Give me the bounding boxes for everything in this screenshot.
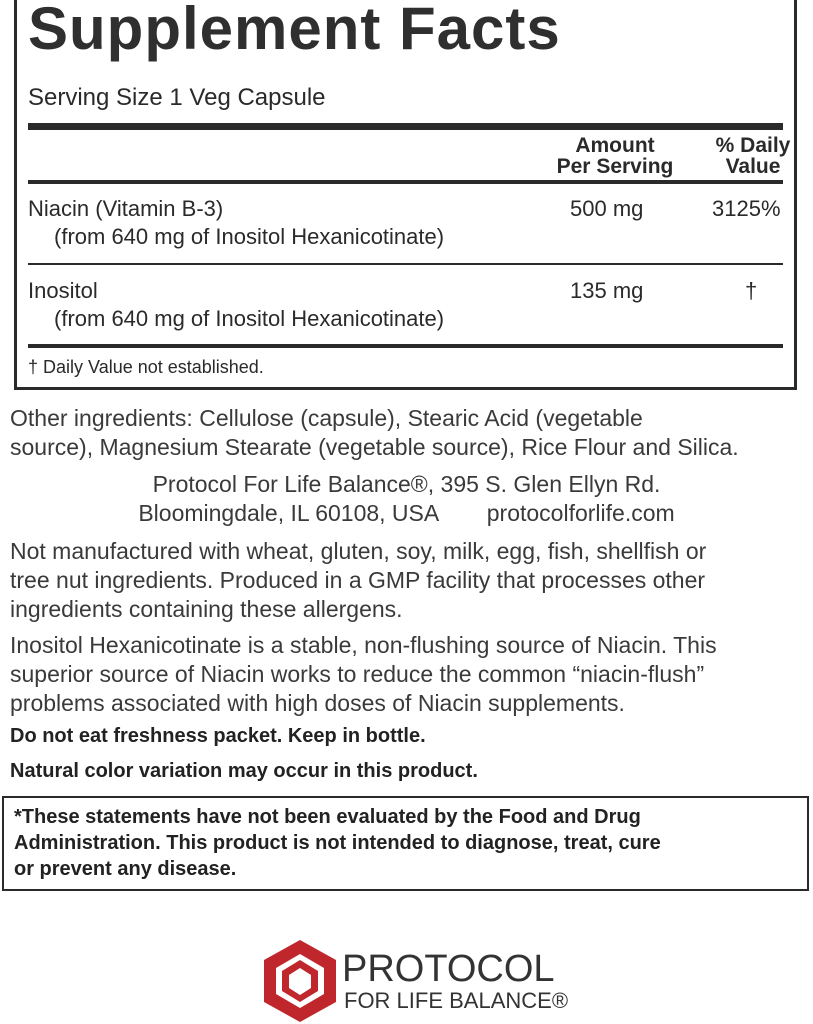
manufacturer-location	[0, 499, 813, 528]
other-ingredients: Other ingredients: Cellulose (capsule), Stearic Acid (vegetable source), Magnesium Stearate (vegetable source), Rice Flour and Silica.	[10, 405, 739, 460]
fda-disclaimer: *These statements have not been evaluated by the Food and Drug Administration. This product is not intended to diagnose, treat, cure or prevent any disease.	[2, 796, 809, 891]
nutrient-daily-value: 3125%	[712, 196, 781, 221]
allergen-statement: Not manufactured with wheat, gluten, soy, milk, egg, fish, shellfish or tree nut ingredients. Produced in a GMP facility that processes other ingredients containing these allergens.	[10, 538, 707, 622]
amount-column-header: Amount Per Serving	[556, 134, 674, 178]
nutrient-source: (from 640 mg of Inositol Hexanicotinate)	[54, 224, 445, 249]
nutrient-name: Inositol	[28, 278, 98, 303]
freshness-packet-warning: Do not eat freshness packet. Keep in bottle.	[10, 725, 426, 747]
divider-thick	[28, 123, 783, 130]
nutrient-amount: 135 mg	[570, 278, 644, 303]
divider-header	[28, 180, 783, 184]
brand-tagline: FOR LIFE BALANCE®	[344, 988, 569, 1013]
manufacturer-city: Bloomingdale, IL 60108, USA	[138, 500, 438, 526]
divider-bottom	[28, 344, 783, 348]
nutrient-daily-value: †	[745, 278, 758, 303]
divider-row	[28, 263, 783, 265]
daily-value-column-header: % Daily Value	[715, 134, 791, 178]
manufacturer-website[interactable]: protocolforlife.com	[486, 500, 675, 526]
nutrient-name: Niacin (Vitamin B-3)	[28, 196, 224, 221]
nutrient-source: (from 640 mg of Inositol Hexanicotinate)	[54, 306, 445, 331]
nutrient-amount: 500 mg	[570, 196, 644, 221]
serving-size: Serving Size 1 Veg Capsule	[28, 84, 326, 111]
daily-value-footnote: † Daily Value not established.	[28, 357, 264, 377]
brand-logo	[262, 938, 569, 1024]
manufacturer-address: Protocol For Life Balance®, 395 S. Glen Ellyn Rd.	[152, 471, 661, 497]
niacin-description: Inositol Hexanicotinate is a stable, non-flushing source of Niacin. This superior source of Niacin works to reduce the common “niacin-flush” problems associated with high doses of Niacin supplements.	[10, 632, 717, 716]
brand-name: PROTOCOL	[342, 948, 555, 990]
protocol-hexagon-icon	[262, 938, 338, 1024]
facts-title: Supplement Facts	[28, 0, 561, 62]
color-variation-note: Natural color variation may occur in this product.	[10, 760, 478, 782]
